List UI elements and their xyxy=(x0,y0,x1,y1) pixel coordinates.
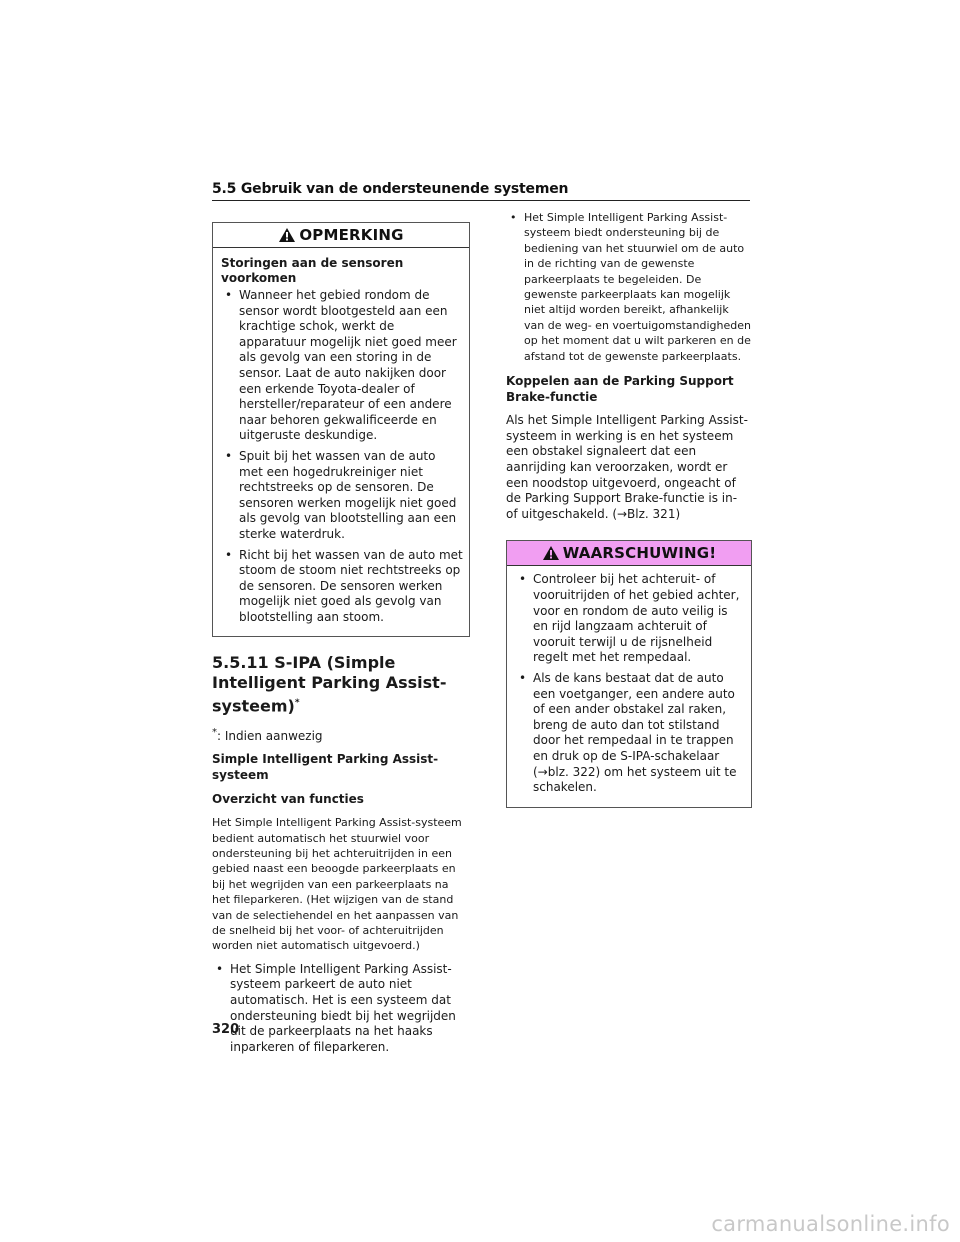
warning-triangle-icon xyxy=(278,227,296,243)
left-column xyxy=(212,222,470,1060)
notice-box xyxy=(212,222,470,637)
warning-body xyxy=(507,566,751,806)
heading-coupling: Koppelen aan de Parking Support Brake-functie xyxy=(506,374,734,404)
list-item: • Richt bij het wassen van de auto met stoom de stoom niet rechtstreeks op de sensoren. De sensoren werken mogelijk niet goed als gevolg van blootstelling aan stoom. xyxy=(221,548,463,626)
heading-overview: Overzicht van functies xyxy=(212,791,364,806)
list-item: • Spuit bij het wassen van de auto met een hogedrukreiniger niet rechtstreeks op de sensoren. De sensoren werken mogelijk niet goed als gevolg van blootstelling aan een sterke waterdruk. xyxy=(221,449,463,543)
footnote: *: Indien aanwezig xyxy=(212,726,323,743)
list-item: • Controleer bij het achteruit- of vooruitrijden of het gebied achter, voor en rondom de auto veilig is en rijd langzaam achteruit of vooruit terwijl u de rijsnelheid regelt met het rempedaal. xyxy=(515,572,745,666)
section-title: 5.5.11 S-IPA (Simple Intelligent Parking Assist-systeem)* xyxy=(212,653,447,716)
warning-box xyxy=(506,540,752,807)
asterisk-mark: * xyxy=(294,698,300,709)
notice-subtitle: Storingen aan de sensoren voorkomen xyxy=(221,256,404,285)
notice-header xyxy=(213,223,469,248)
heading-system: Simple Intelligent Parking Assist-systeem xyxy=(212,752,439,782)
notice-body xyxy=(213,248,469,636)
watermark: carmanualsonline.info xyxy=(711,1212,950,1236)
overview-text: Het Simple Intelligent Parking Assist-systeem bedient automatisch het stuurwiel voor ondersteuning bij het achteruitrijden in een gebied naast een beoogde parkeerplaats en bij het wegrijden van een parkeerplaats na het fileparkeren. (Het wijzigen van de stand van de selectiehendel en het aanpassen van de snelheid bij het voor- of achteruitrijden worden niet automatisch uitgevoerd.) xyxy=(212,816,462,953)
right-bullet-list xyxy=(506,210,752,364)
list-item: • Als de kans bestaat dat de auto een voetganger, een andere auto of een ander obstakel zal raken, breng de auto dan tot stilstand door het rempedaal in te trappen en druk op de S-IPA-schakelaar (→blz. 322) om het systeem uit te schakelen. xyxy=(515,671,745,796)
coupling-text: Als het Simple Intelligent Parking Assist-systeem in werking is en het systeem een obstakel signaleert dat een aanrijding kan veroorzaken, wordt er een noodstop uitgevoerd, ongeacht of de Parking Support Brake-functie is in- of uitgeschakeld. (→Blz. 321) xyxy=(506,413,748,521)
warning-list xyxy=(515,572,745,795)
page-number: 320 xyxy=(212,1022,240,1037)
list-item: • Wanneer het gebied rondom de sensor wordt blootgesteld aan een krachtige schok, werkt de apparatuur mogelijk niet goed meer als gevolg van een storing in de sensor. Laat de auto nakijken door een erkende Toyota-dealer of hersteller/reparateur of een andere naar behoren gekwalificeerde en uitgeruste deskundige. xyxy=(221,288,463,444)
right-column xyxy=(506,210,752,822)
warning-header xyxy=(507,541,751,566)
notice-title: OPMERKING xyxy=(299,226,404,244)
list-item: • Het Simple Intelligent Parking Assist-systeem parkeert de auto niet automatisch. Het is een systeem dat ondersteuning biedt bij het wegrijden uit de parkeerplaats na het haaks inparkeren of fileparkeren. xyxy=(212,962,470,1056)
header-title: 5.5 Gebruik van de ondersteunende systemen xyxy=(212,181,569,197)
list-item: • Het Simple Intelligent Parking Assist-systeem biedt ondersteuning bij de bediening van het stuurwiel om de auto in de richting van de gewenste parkeerplaats te begeleiden. De gewenste parkeerplaats kan mogelijk niet altijd worden bereikt, afhankelijk van de weg- en voertuigomstandigheden op het moment dat u wilt parkeren en de afstand tot de gewenste parkeerplaats. xyxy=(506,210,752,364)
left-bullet-list xyxy=(212,962,470,1056)
notice-list xyxy=(221,288,463,625)
warning-triangle-icon xyxy=(542,545,560,561)
warning-title: WAARSCHUWING! xyxy=(562,544,717,563)
page-header xyxy=(212,178,750,201)
